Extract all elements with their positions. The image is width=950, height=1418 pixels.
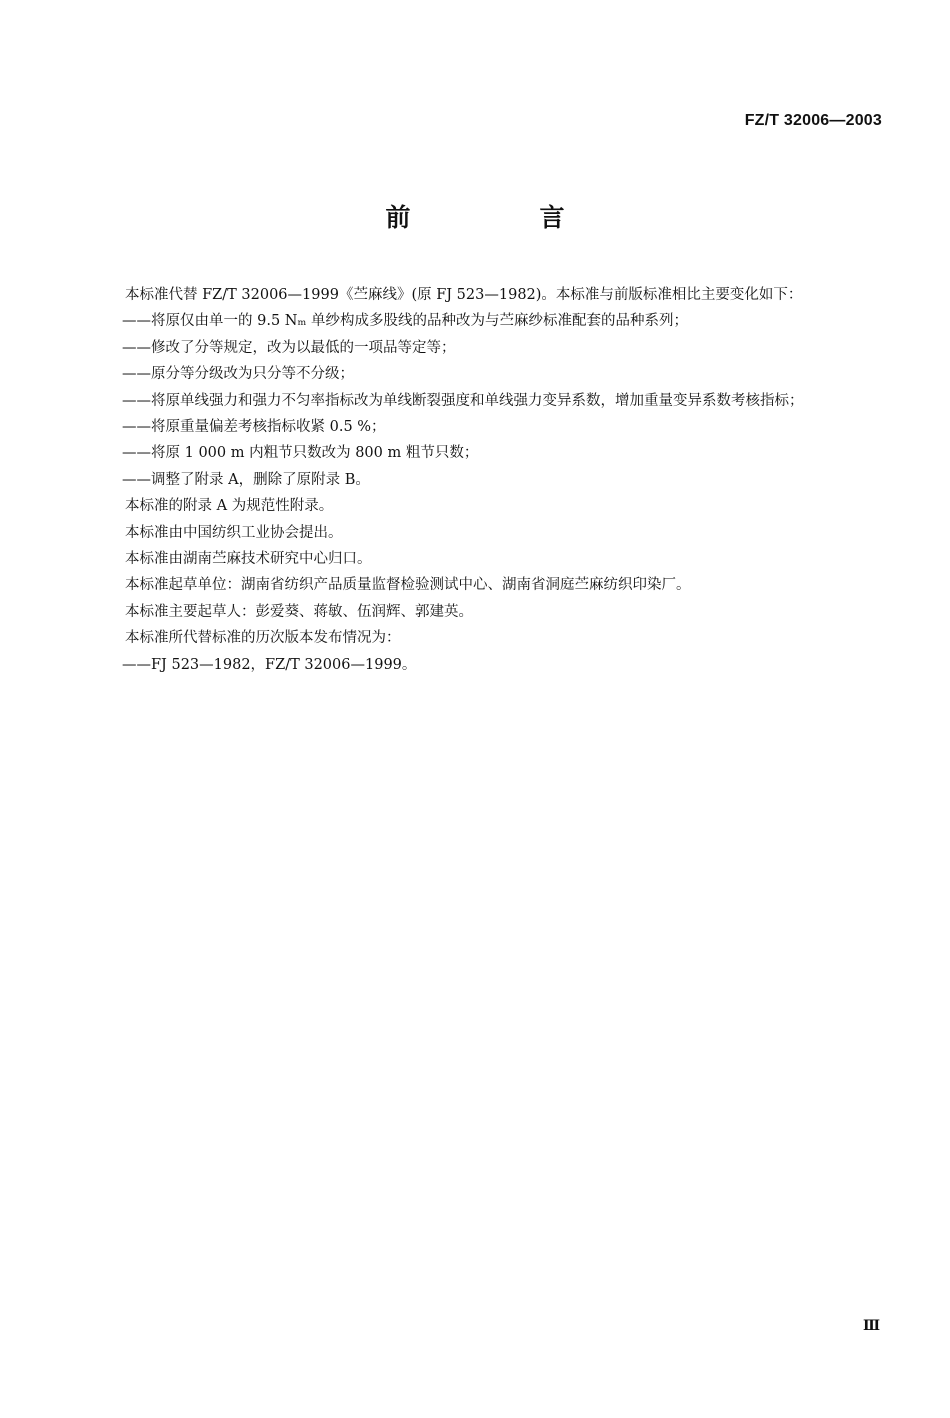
- change-item-7: ——调整了附录 A，删除了原附录 B。: [122, 471, 370, 488]
- page-number: Ⅲ: [862, 1318, 880, 1334]
- note-annex: 本标准的附录 A 为规范性附录。: [125, 498, 334, 515]
- changes-list: [92, 308, 884, 493]
- note-proposer: 本标准由中国纺织工业协会提出。: [125, 524, 343, 541]
- foreword-body: [92, 282, 884, 678]
- change-item-5: ——将原重量偏差考核指标收紧 0.5 %；: [122, 419, 386, 436]
- change-item-4: ——将原单线强力和强力不匀率指标改为单线断裂强度和单线强力变异系数，增加重量变异系数考核指标；: [122, 392, 804, 409]
- page-title: 前 言: [385, 203, 617, 232]
- note-history-heading: 本标准所代替标准的历次版本发布情况为：: [125, 630, 401, 647]
- history-item: ——FJ 523—1982，FZ/T 32006—1999。: [122, 656, 417, 673]
- note-centralized: 本标准由湖南苎麻技术研究中心归口。: [125, 551, 372, 568]
- note-drafting-units: 本标准起草单位：湖南省纺织产品质量监督检验测试中心、湖南省洞庭苎麻纺织印染厂。: [125, 577, 691, 594]
- change-item-3: ——原分等分级改为只分等不分级；: [122, 366, 354, 383]
- intro-paragraph: 本标准代替 FZ/T 32006—1999《苎麻线》(原 FJ 523—1982)。本标准与前版标准相比主要变化如下：: [125, 287, 803, 303]
- change-item-1: ——将原仅由单一的 9.5 Nₘ 单纱构成多股线的品种改为与苎麻纱标准配套的品种系列；: [122, 313, 688, 330]
- change-item-6: ——将原 1 000 m 内粗节只数改为 800 m 粗节只数；: [122, 445, 479, 462]
- note-drafters: 本标准主要起草人：彭爱葵、蒋敏、伍润辉、郭建英。: [125, 603, 473, 620]
- change-item-2: ——修改了分等规定，改为以最低的一项品等定等；: [122, 339, 456, 356]
- standard-number: FZ/T 32006—2003: [744, 112, 882, 129]
